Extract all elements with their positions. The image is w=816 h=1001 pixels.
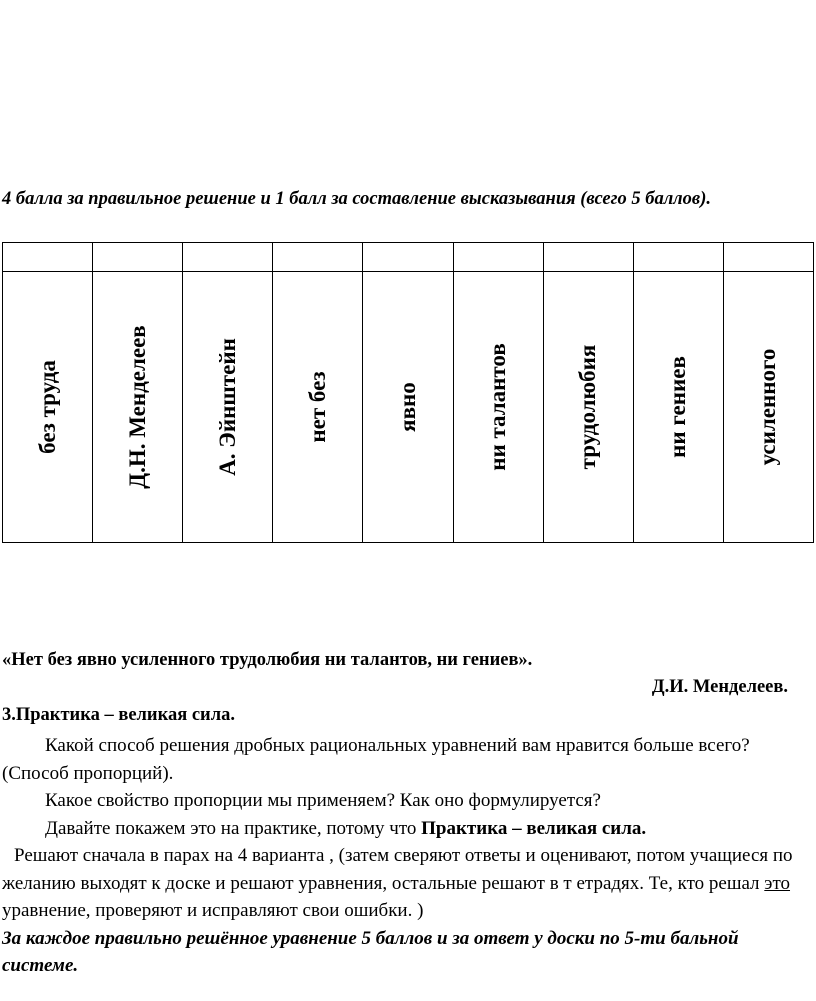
table-cell bbox=[363, 272, 453, 543]
table-cell bbox=[3, 272, 93, 543]
table-word-row bbox=[3, 272, 814, 543]
table-cell bbox=[723, 272, 813, 543]
table-cell-empty bbox=[273, 243, 363, 272]
table-cell-empty bbox=[723, 243, 813, 272]
word-label: явно bbox=[394, 382, 420, 432]
paragraph-bold-text: Практика – великая сила. bbox=[421, 817, 647, 839]
table-cell bbox=[453, 272, 543, 543]
table-cell-empty bbox=[543, 243, 633, 272]
body-text bbox=[2, 732, 812, 980]
paragraph bbox=[2, 815, 812, 843]
table-cell-empty bbox=[633, 243, 723, 272]
word-label: без труда bbox=[34, 360, 60, 454]
quote-author: Д.И. Менделеев. bbox=[651, 677, 788, 697]
underlined-text: это bbox=[764, 872, 791, 894]
table-cell bbox=[633, 272, 723, 543]
paragraph: Какое свойство пропорции мы применяем? Как оно формулируется? bbox=[45, 790, 601, 811]
word-table bbox=[2, 242, 814, 543]
paragraph: Какой способ решения дробных рациональных уравнений вам нравится больше всего? (Способ пропорций). bbox=[2, 735, 750, 784]
table-cell bbox=[183, 272, 273, 543]
quote: «Нет без явно усиленного трудолюбия ни талантов, ни гениев». bbox=[2, 650, 533, 670]
section-title: 3.Практика – великая сила. bbox=[2, 705, 235, 725]
word-label: ни гениев bbox=[665, 356, 691, 458]
table-cell bbox=[543, 272, 633, 543]
table-cell bbox=[93, 272, 183, 543]
table-cell-empty bbox=[183, 243, 273, 272]
paragraph-text: Решают сначала в парах на 4 варианта , (затем сверяют ответы и оценивают, потом учащиеся по желанию выходят к доске и решают уравнения, остальные решают в т етрадях. Те, кто решал bbox=[2, 845, 793, 894]
table-cell-empty bbox=[93, 243, 183, 272]
table-cell bbox=[273, 272, 363, 543]
paragraph bbox=[2, 842, 812, 925]
table-header-row bbox=[3, 243, 814, 272]
paragraph-text: уравнение, проверяют и исправляют свои ошибки. ) bbox=[2, 900, 424, 921]
table-cell-empty bbox=[453, 243, 543, 272]
table-cell-empty bbox=[363, 243, 453, 272]
word-label: Д.Н. Менделеев bbox=[124, 325, 150, 489]
final-note: За каждое правильно решённое уравнение 5 баллов и за ответ у доски по 5-ти бальной системе. bbox=[2, 927, 739, 976]
paragraph-text: Давайте покажем это на практике, потому что bbox=[45, 817, 422, 839]
word-label: нет без bbox=[304, 371, 330, 443]
word-label: трудолюбия bbox=[575, 344, 601, 470]
table-cell-empty bbox=[3, 243, 93, 272]
word-label: усиленного bbox=[755, 348, 781, 466]
word-label: ни талантов bbox=[485, 343, 511, 471]
word-label: А. Эйнштейн bbox=[214, 338, 240, 476]
scoring-note: 4 балла за правильное решение и 1 балл за составление высказывания (всего 5 баллов). bbox=[2, 189, 711, 209]
